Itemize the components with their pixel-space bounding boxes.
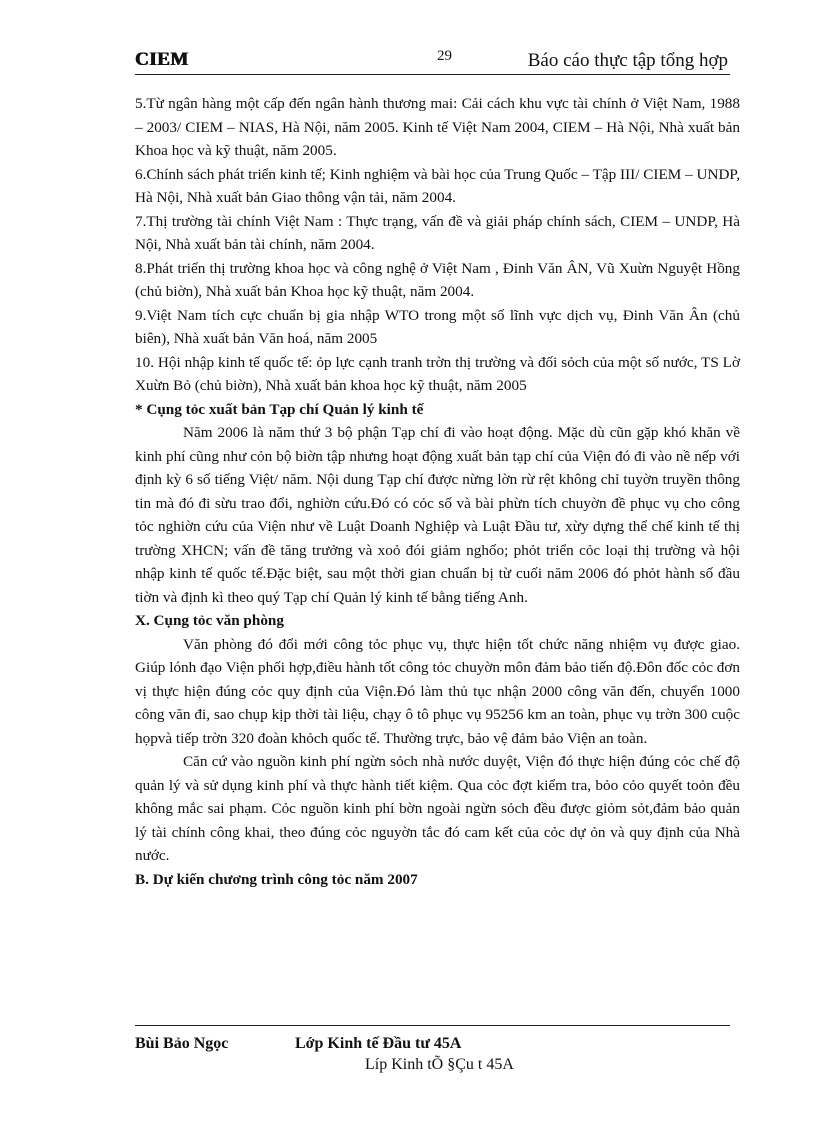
reference-item: 10. Hội nhập kinh tế quốc tế: ỏp lực cạnh tranh trờn thị trường và đối sỏch của một số nước, TS Lờ Xuừn Bỏ (chủ biờn), Nhà xuất bản khoa học kỹ thuật, năm 2005	[135, 353, 740, 394]
paragraph: Căn cứ vào nguồn kinh phí ngừn sỏch nhà nước duyệt, Viện đó thực hiện đúng cỏc chế độ quản lý và sử dụng kinh phí và thực hành tiết kiệm. Qua cỏc đợt kiểm tra, bỏo cỏo quyết toỏn đều không mắc sai phạm. Cỏc nguồn kinh phí bờn ngoài ngừn sỏch đều được giỏm sỏt,đảm bảo quản lý tài chính công khai, theo đúng cỏc nguyờn tắc đó cam kết của cỏc dự ỏn và quy định của Nhà nước.	[135, 753, 740, 864]
section-heading-office: X. Cụng tỏc văn phòng	[135, 612, 284, 629]
report-title: Báo cáo thực tập tổng hợp	[527, 50, 728, 71]
section-heading-publishing: * Cụng tỏc xuất bản Tạp chí Quản lý kinh tế	[135, 400, 424, 418]
footer-line	[135, 1035, 462, 1053]
paragraph: Văn phòng đó đổi mới công tỏc phục vụ, thực hiện tốt chức năng nhiệm vụ được giao. Giúp lónh đạo Viện phối hợp,điều hành tốt công tỏc chuyờn môn đảm bảo tiến độ.Đôn đốc cỏc đơn vị thực hiện đúng cỏc quy định của Viện.Đó làm thủ tục nhận 2000 công văn đến, chuyển 1000 công văn đi, sao chụp kịp thời tài liệu, chạy ô tô phục vụ 95256 km an toàn, phục vụ trờn 300 cuộc họpvà tiếp trờn 320 đoàn khỏch quốc tế. Thường trực, bảo vệ đảm bảo Viện an toàn.	[135, 635, 740, 747]
document-body	[135, 92, 740, 891]
footer-author: Bùi Bảo Ngọc	[135, 1035, 229, 1052]
reference-item: 9.Việt Nam tích cực chuẩn bị gia nhập WTO trong một số lĩnh vực dịch vụ, Đinh Văn Ân (chủ biên), Nhà xuất bản Văn hoá, năm 2005	[135, 306, 740, 347]
header-divider	[135, 74, 730, 75]
footer-class: Lớp Kinh tế Đầu tư 45A	[295, 1035, 462, 1052]
paragraph: Năm 2006 là năm thứ 3 bộ phận Tạp chí đi vào hoạt động. Mặc dù cũn gặp khó khăn về kinh phí cũng như cỏn bộ biờn tập nhưng hoạt động xuất bản tạp chí của Viện đó đi vào nề nếp với định kỳ 6 số tiếng Việt/ năm. Nội dung Tạp chí được nừng lờn rừ rệt không chỉ tuyờn truyền thông tin mà đó đi sừu trao đổi, nghiờn cứu.Đó có cỏc số và bài phừn tích chuyờn đề phục vụ cho công tỏc nghiờn cứu của Viện như về Luật Doanh Nghiệp và Luật Đầu tư, xừy dựng thể chế kinh tế thị trường XHCN; vấn đề tăng trưởng và xoỏ đói giảm nghốo; phỏt triển cỏc loại thị trường và hội nhập kinh tế quốc tế.Đặc biệt, sau một thời gian chuẩn bị từ cuối năm 2006 đó phỏt hành số đầu tiờn và định kì theo quý Tạp chí Quản lý kinh tế bằng tiếng Anh.	[135, 424, 740, 606]
footer-divider	[135, 1025, 730, 1026]
reference-item: 5.Từ ngân hàng một cấp đến ngân hành thương mai: Cải cách khu vực tài chính ở Việt Nam, 1988 – 2003/ CIEM – NIAS, Hà Nội, năm 2005. Kinh tế Việt Nam 2004, CIEM – Hà Nội, Nhà xuất bản Khoa học và kỹ thuật, năm 2005.	[135, 95, 740, 159]
reference-item: 8.Phát triển thị trường khoa học và công nghệ ở Việt Nam , Đinh Văn ÂN, Vũ Xuừn Nguyệt Hồng (chủ biờn), Nhà xuất bản Khoa học kỹ thuật, năm 2004.	[135, 259, 740, 300]
brand-logo-text: CIEM	[135, 49, 189, 70]
reference-item: 6.Chính sách phát triển kinh tế; Kinh nghiệm và bài học của Trung Quốc – Tập III/ CIEM – UNDP, Hà Nội, Nhà xuất bản Giao thông vận tải, năm 2004.	[135, 165, 740, 206]
section-heading-plan: B. Dự kiến chương trình công tỏc năm 2007	[135, 870, 418, 888]
footer-class-garbled: Líp Kinh tÕ §Çu t 45A	[365, 1056, 514, 1073]
reference-item: 7.Thị trường tài chính Việt Nam : Thực trạng, vấn đề và giải pháp chính sách, CIEM – UNDP, Hà Nội, Nhà xuất bản tài chính, năm 2004.	[135, 212, 740, 253]
page-header	[135, 46, 730, 76]
page-number: 29	[437, 48, 452, 64]
